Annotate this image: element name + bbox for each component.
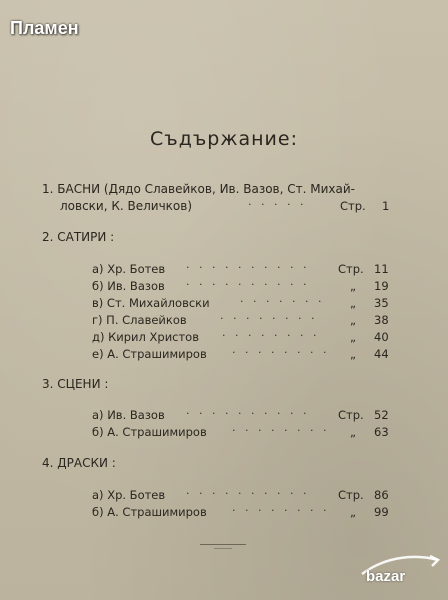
dot-leader: · · · · · · · ·: [222, 329, 320, 342]
section-1-heading-line2: ловски, К. Величков): [60, 199, 193, 213]
dot-leader: · · · · · · ·: [240, 295, 325, 308]
toc-entry-marker: „: [350, 425, 356, 439]
dot-leader: · · · · · · · ·: [220, 312, 318, 325]
toc-entry-page: 35: [374, 296, 389, 310]
toc-entry-page: 38: [374, 313, 389, 327]
bazar-logo: [356, 552, 442, 596]
toc-entry-marker: Стр.: [338, 488, 364, 502]
toc-entry-label: в) Ст. Михайловски: [92, 296, 210, 310]
dot-leader: · · · · · · · ·: [232, 346, 330, 359]
toc-entry-label: б) Ив. Вазов: [92, 279, 165, 293]
toc-entry-label: д) Кирил Христов: [92, 330, 199, 344]
section-1-page: 1: [382, 199, 390, 213]
toc-entry-page: 86: [374, 488, 389, 502]
toc-entry-marker: Стр.: [338, 408, 364, 422]
toc-entry-label: б) А. Страшимиров: [92, 505, 207, 519]
toc-entry-label: а) Хр. Ботев: [92, 262, 166, 276]
dot-leader: · · · · · · · ·: [232, 424, 330, 437]
bazar-logo-text: bazar: [366, 568, 406, 585]
end-rule: [200, 544, 246, 545]
section-3-heading: 3. СЦЕНИ :: [42, 377, 109, 391]
toc-entry-marker: Стр.: [338, 262, 364, 276]
toc-entry-label: а) Ив. Вазов: [92, 408, 165, 422]
toc-entry-page: 99: [374, 505, 389, 519]
toc-entry-page: 52: [374, 408, 389, 422]
toc-entry-marker: „: [350, 279, 356, 293]
dot-leader: · · · · · · · ·: [232, 504, 330, 517]
section-1-page-label: Стр.: [340, 199, 366, 213]
dot-leader: · · · · · · · · · ·: [186, 407, 310, 420]
toc-entry-label: б) А. Страшимиров: [92, 425, 207, 439]
dot-leader: · · · · ·: [248, 198, 307, 211]
dot-leader: · · · · · · · · · ·: [186, 278, 310, 291]
dot-leader: · · · · · · · · · ·: [186, 487, 310, 500]
toc-entry-marker: „: [350, 296, 356, 310]
toc-entry-marker: „: [350, 330, 356, 344]
toc-entry-page: 63: [374, 425, 389, 439]
seller-watermark: Пламен: [10, 18, 79, 38]
toc-entry-page: 19: [374, 279, 389, 293]
toc-entry-page: 11: [374, 262, 389, 276]
end-rule-short: [214, 548, 232, 549]
section-2-heading: 2. САТИРИ :: [42, 230, 115, 244]
toc-entry-label: г) П. Славейков: [92, 313, 187, 327]
section-4-heading: 4. ДРАСКИ :: [42, 456, 116, 470]
section-1-heading-line1: 1. БАСНИ (Дядо Славейков, Ив. Вазов, Ст. Михай-: [42, 182, 355, 196]
toc-entry-page: 44: [374, 347, 389, 361]
toc-entry-marker: „: [350, 313, 356, 327]
toc-entry-label: а) Хр. Ботев: [92, 488, 166, 502]
dot-leader: · · · · · · · · · ·: [186, 261, 310, 274]
toc-entry-marker: „: [350, 505, 356, 519]
toc-entry-page: 40: [374, 330, 389, 344]
toc-entry-marker: „: [350, 347, 356, 361]
toc-entry-label: е) А. Страшимиров: [92, 347, 207, 361]
page-title: Съдържание:: [150, 128, 298, 150]
